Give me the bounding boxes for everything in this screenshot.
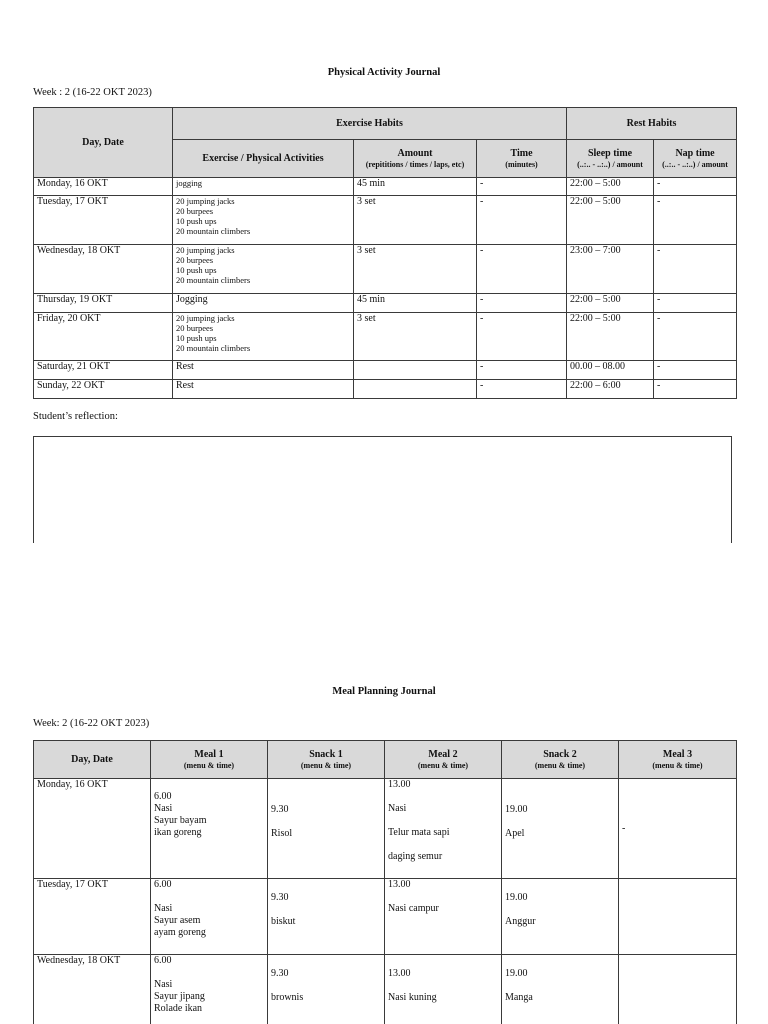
table-row — [34, 245, 737, 294]
header-day-date: Day, Date — [34, 108, 173, 178]
time-cell: - — [477, 313, 567, 361]
header-meal2-label: Meal 2 — [428, 748, 458, 760]
header-nap-label: Nap time — [675, 147, 715, 159]
time-cell: - — [477, 245, 567, 294]
snack1-cell: 9.30 brownis — [268, 955, 385, 1024]
header-meal3-label: Meal 3 — [662, 748, 693, 760]
snack2-cell: 19.00 Anggur — [502, 879, 619, 955]
meal2-cell: 13.00 Nasi Telur mata sapi daging semur — [385, 779, 502, 879]
nap-cell: - — [654, 178, 737, 196]
table-row — [34, 294, 737, 313]
meal1-cell: 6.00 Nasi Sayur asem ayam goreng — [151, 879, 268, 955]
sleep-cell: 22:00 – 5:00 — [567, 178, 654, 196]
header-amount-label: Amount — [397, 147, 433, 159]
table-row — [34, 178, 737, 196]
nap-cell: - — [654, 245, 737, 294]
table-row — [34, 779, 737, 879]
time-cell: - — [477, 196, 567, 245]
header-sleep-sub: (..:.. - ..:..) / amount — [577, 159, 643, 169]
snack2-cell: 19.00 Apel — [502, 779, 619, 879]
meal2-cell: 13.00 Nasi campur — [385, 879, 502, 955]
header-snack1-label: Snack 1 — [309, 748, 343, 760]
meal-table — [33, 740, 737, 1024]
header-amount — [354, 140, 477, 178]
meal3-cell — [619, 955, 737, 1024]
header-meal1 — [151, 741, 268, 779]
snack2-cell: 19.00 Manga — [502, 955, 619, 1024]
day-cell: Saturday, 21 OKT — [34, 361, 173, 380]
day-cell: Monday, 16 OKT — [34, 178, 173, 196]
day-cell: Thursday, 19 OKT — [34, 294, 173, 313]
header-exercise-habits: Exercise Habits — [173, 108, 567, 140]
meal2-cell: 13.00 Nasi kuning — [385, 955, 502, 1024]
amount-cell — [354, 380, 477, 399]
day-cell: Tuesday, 17 OKT — [34, 196, 173, 245]
exercise-cell: jogging — [173, 178, 354, 196]
nap-cell: - — [654, 380, 737, 399]
snack1-cell: 9.30 Risol — [268, 779, 385, 879]
sleep-cell: 22:00 – 5:00 — [567, 313, 654, 361]
meal-page — [0, 543, 768, 1024]
header-time-label: Time — [510, 147, 533, 159]
header-sleep — [567, 140, 654, 178]
amount-cell: 45 min — [354, 178, 477, 196]
meal3-cell: - — [619, 779, 737, 879]
table-row — [34, 380, 737, 399]
header-snack2-sub: (menu & time) — [534, 760, 586, 770]
sleep-cell: 22:00 – 5:00 — [567, 196, 654, 245]
nap-cell: - — [654, 313, 737, 361]
nap-cell: - — [654, 196, 737, 245]
time-cell: - — [477, 178, 567, 196]
reflection-label: Student’s reflection: — [33, 411, 118, 422]
time-cell: - — [477, 361, 567, 380]
table-row — [34, 313, 737, 361]
header-meal2 — [385, 741, 502, 779]
table-row — [34, 361, 737, 380]
table-row — [34, 879, 737, 955]
table-row — [34, 196, 737, 245]
nap-cell: - — [654, 294, 737, 313]
amount-cell: 3 set — [354, 245, 477, 294]
time-cell: - — [477, 294, 567, 313]
header-meal3-sub: (menu & time) — [652, 760, 703, 770]
header-exercise: Exercise / Physical Activities — [173, 140, 354, 178]
header-meal3 — [619, 741, 737, 779]
amount-cell: 3 set — [354, 313, 477, 361]
exercise-cell: 20 jumping jacks 20 burpees 10 push ups 20 mountain climbers — [173, 196, 354, 245]
header-snack1 — [268, 741, 385, 779]
header-snack2 — [502, 741, 619, 779]
nap-cell: - — [654, 361, 737, 380]
day-cell: Tuesday, 17 OKT — [34, 879, 151, 955]
amount-cell — [354, 361, 477, 380]
exercise-cell: 20 jumping jacks 20 burpees 10 push ups 20 mountain climbers — [173, 313, 354, 361]
sleep-cell: 22:00 – 5:00 — [567, 294, 654, 313]
header-time — [477, 140, 567, 178]
activity-table — [33, 107, 737, 399]
meal-journal-title: Meal Planning Journal — [332, 686, 436, 697]
header-nap-sub: (..:.. - ..:..) / amount — [662, 159, 728, 169]
sleep-cell: 22:00 – 6:00 — [567, 380, 654, 399]
day-cell: Friday, 20 OKT — [34, 313, 173, 361]
header-amount-sub: (repititions / times / laps, etc) — [365, 159, 465, 169]
header-meal2-sub: (menu & time) — [417, 760, 469, 770]
amount-cell: 45 min — [354, 294, 477, 313]
meal1-cell: 6.00 Nasi Sayur bayam ikan goreng — [151, 779, 268, 879]
exercise-cell: Rest — [173, 380, 354, 399]
header-day-date: Day, Date — [34, 741, 151, 779]
exercise-cell: Jogging — [173, 294, 354, 313]
amount-cell: 3 set — [354, 196, 477, 245]
activity-journal-title: Physical Activity Journal — [327, 67, 441, 78]
sleep-cell: 00.00 – 08.00 — [567, 361, 654, 380]
day-cell: Wednesday, 18 OKT — [34, 955, 151, 1024]
day-cell: Sunday, 22 OKT — [34, 380, 173, 399]
time-cell: - — [477, 380, 567, 399]
header-snack1-sub: (menu & time) — [300, 760, 352, 770]
day-cell: Monday, 16 OKT — [34, 779, 151, 879]
exercise-cell: 20 jumping jacks 20 burpees 10 push ups 20 mountain climbers — [173, 245, 354, 294]
snack1-cell: 9.30 biskut — [268, 879, 385, 955]
header-rest-habits: Rest Habits — [567, 108, 737, 140]
reflection-textarea[interactable] — [33, 436, 732, 543]
header-meal1-label: Meal 1 — [194, 748, 224, 760]
day-cell: Wednesday, 18 OKT — [34, 245, 173, 294]
exercise-cell: Rest — [173, 361, 354, 380]
header-time-sub: (minutes) — [505, 159, 538, 169]
meal-week-label: Week: 2 (16-22 OKT 2023) — [33, 718, 150, 729]
header-snack2-label: Snack 2 — [543, 748, 577, 760]
header-meal1-sub: (menu & time) — [183, 760, 235, 770]
meal1-cell: 6.00 Nasi Sayur jipang Rolade ikan — [151, 955, 268, 1024]
activity-week-label: Week : 2 (16-22 OKT 2023) — [33, 87, 152, 98]
sleep-cell: 23:00 – 7:00 — [567, 245, 654, 294]
table-row — [34, 955, 737, 1024]
meal3-cell — [619, 879, 737, 955]
header-sleep-label: Sleep time — [587, 147, 633, 159]
header-nap — [654, 140, 737, 178]
